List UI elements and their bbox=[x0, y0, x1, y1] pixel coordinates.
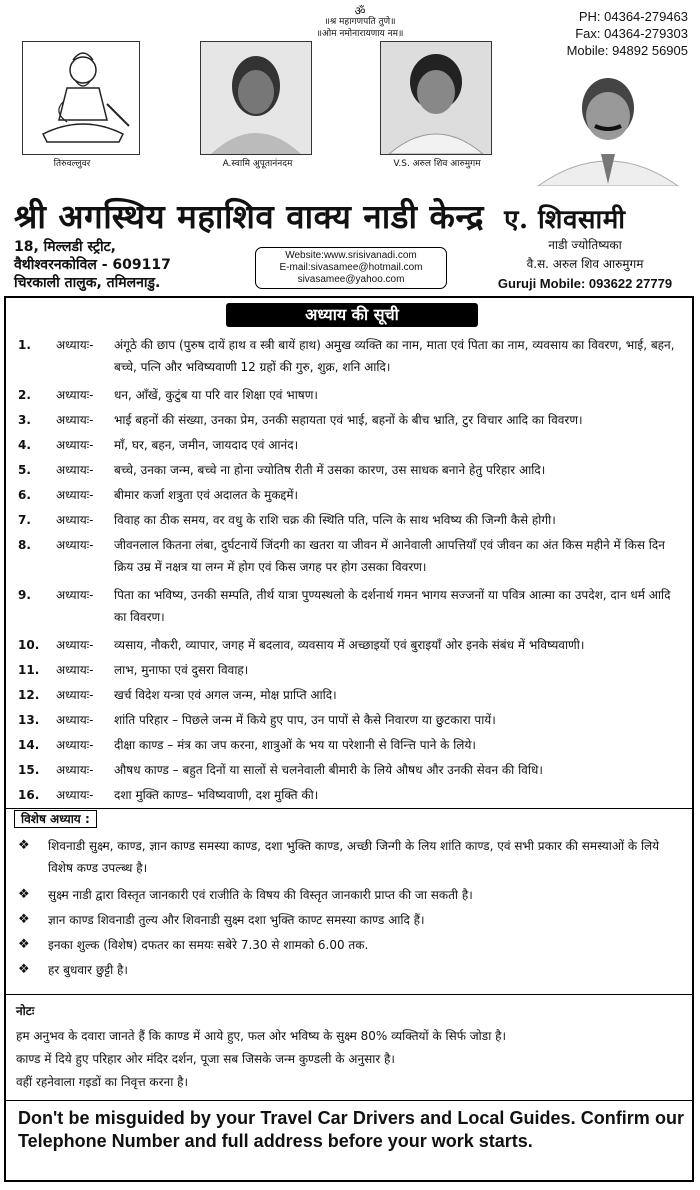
footer-warning: Don't be misguided by your Travel Car Drivers and Local Guides. Confirm our Telephone Number and full address before your work starts. bbox=[18, 1108, 684, 1151]
address-line-2: वैथीश्वरनकोविल - 609117 bbox=[14, 257, 171, 273]
centre-name: श्री अगस्थिय महाशिव वाक्य नाडी केन्द्र bbox=[14, 197, 485, 236]
special-item-text: इनका शुल्क (विशेष) दफतर का समयः सबेरे 7.30 से शामको 6.00 तक. bbox=[48, 938, 369, 952]
portrait-caption-2: A.स्वामि अुपूतानंनदम bbox=[222, 159, 293, 169]
invocation bbox=[260, 6, 460, 40]
page-title bbox=[14, 193, 626, 238]
chapter-number: 12. bbox=[18, 688, 40, 702]
portrait-caption-3: V.S. अरुल शिव आरुमुगम bbox=[393, 159, 481, 169]
chapter-label: अध्यायः- bbox=[56, 338, 94, 352]
chapter-item bbox=[18, 684, 682, 706]
chapter-number: 3. bbox=[18, 413, 31, 427]
chapter-text: अंगूठे की छाप (पुरुष दायें हाथ व स्त्री बायें हाथ) अमुख व्यक्ति का नाम, माता एवं पिता का नाम, व्यवसाय का विवरण, भाई, बहन, बच्चे, पत्नि और भविष्यवाणी 12 ग्रहों की गुरु, शुक्र, शनि आदि। bbox=[114, 338, 675, 374]
portrait-frame-3 bbox=[380, 41, 492, 155]
diamond-bullet-icon: ❖ bbox=[18, 887, 30, 902]
portrait-frame-1 bbox=[22, 41, 140, 155]
chapter-text: व्यसाय, नौकरी, व्यापार, जगह में बदलाव, व्यवसाय में अच्छाइयों एवं बुराइयाँ ओर इनके संबंध में भविष्यवाणी। bbox=[114, 638, 585, 652]
chapter-number: 11. bbox=[18, 663, 40, 677]
chapter-number: 5. bbox=[18, 463, 31, 477]
chapter-item bbox=[18, 409, 682, 431]
om-symbol: ॐ bbox=[354, 4, 366, 18]
chapter-number: 16. bbox=[18, 788, 40, 802]
note-label: नोटः bbox=[16, 1004, 35, 1018]
chapter-label: अध्यायः- bbox=[56, 688, 94, 702]
phone-number: PH: 04364-279463 bbox=[578, 9, 688, 24]
chapter-label: अध्यायः- bbox=[56, 538, 94, 552]
special-item-text: शिवनाडी सुक्ष्म, काण्ड, ज्ञान काण्ड समस्या काण्ड, दशा भुक्ति काण्ड, अच्छी जिन्गी के लिय शांति काण्ड, एवं सभी प्रकार की समस्याओं के लिये विशेष कण्ड उपल्ब्ध है। bbox=[48, 839, 660, 875]
chapter-text: भाई बहनों की संख्या, उनका प्रेम, उनकी सहायता एवं भाई, बहनों के बीच भ्राति, टुर विचार आदि का विवरण। bbox=[114, 413, 583, 427]
chapter-text: धन, आँखें, कुटुंब या परि वार शिक्षा एवं भाषण। bbox=[114, 388, 318, 402]
guruji-mobile: Guruji Mobile: 093622 27779 bbox=[497, 276, 673, 291]
astrologer-name: वै.स. अरुल शिव आरुमुगम bbox=[526, 257, 644, 271]
email-link-2[interactable]: sivasamee@yahoo.com bbox=[297, 274, 405, 285]
chapter-label: अध्यायः- bbox=[56, 788, 94, 802]
chapter-text: दीक्षा काण्ड – मंत्र का जप करना, शात्रुओं के भय या परेशानी से विन्त्ति पाने के लिये। bbox=[114, 738, 476, 752]
special-item-text: सुक्ष्म नाडी द्वारा विस्तृत जानकारी एवं राजीति के विषय की विस्तृत जानकारी प्राप्त की जा सकती है। bbox=[48, 888, 473, 902]
chapter-label: अध्यायः- bbox=[56, 713, 94, 727]
divider bbox=[6, 1100, 692, 1101]
chapter-label: अध्यायः- bbox=[56, 738, 94, 752]
chapter-item bbox=[18, 459, 682, 481]
chapter-label: अध्यायः- bbox=[56, 638, 94, 652]
chapter-number: 15. bbox=[18, 763, 40, 777]
chapter-label: अध्यायः- bbox=[56, 763, 94, 777]
chapter-number: 10. bbox=[18, 638, 40, 652]
special-item bbox=[18, 934, 682, 956]
special-item bbox=[18, 884, 682, 906]
note-line: हम अनुभव के दवारा जानते हैं कि काण्ड में आये हुए, फल ओर भविष्य के सुक्ष्म 80% व्यक्तियों के सिर्फ जोडा है। bbox=[16, 1029, 507, 1043]
sage-drawing-icon bbox=[23, 42, 139, 154]
chapter-text: खर्च विदेश यन्त्रा एवं अगल जन्म, मोक्ष प्राप्ति आदि। bbox=[114, 688, 337, 702]
chapter-text: बीमार कर्जा शत्रुता एवं अदालत के मुकद्दमें। bbox=[114, 488, 299, 502]
chapter-text: जीवनलाल कितना लंबा, दुर्घटनायें जिंदगी का खतरा या जीवन में आनेवाली आपत्तियाँ एवं जीवन का अंत किस महीने में किस दिन क्रिय उम्र में नक्षत्र या लग्न में होग एवं किस जगह पर होग उसका विवरण। bbox=[114, 538, 665, 574]
contact-block bbox=[567, 8, 688, 59]
chapter-item bbox=[18, 659, 682, 681]
note-line: काण्ड में दिये हुए परिहार ओर मंदिर दर्शन, पूजा सब जिसके जन्म कुण्डली के अनुसार है। bbox=[16, 1052, 395, 1066]
chapter-label: अध्यायः- bbox=[56, 488, 94, 502]
chapter-label: अध्यायः- bbox=[56, 663, 94, 677]
chapter-label: अध्यायः- bbox=[56, 388, 94, 402]
chapter-text: लाभ, मुनाफा एवं दुसरा विवाह। bbox=[114, 663, 249, 677]
portrait-frame-2 bbox=[200, 41, 312, 155]
chapter-item bbox=[18, 634, 682, 656]
chapter-item bbox=[18, 384, 682, 406]
portrait-caption-1: तिरुवल्लुवर bbox=[53, 159, 91, 169]
chapter-item bbox=[18, 334, 682, 378]
website-link[interactable]: Website:www.srisivanadi.com bbox=[285, 250, 417, 261]
astrologer-info bbox=[480, 236, 690, 293]
chapter-label: अध्यायः- bbox=[56, 438, 94, 452]
chapter-text: शांति परिहार – पिछले जन्म में किये हुए पाप, उन पापों से कैसे निवारण या छुटकारा पायें। bbox=[114, 713, 496, 727]
chapter-label: अध्यायः- bbox=[56, 463, 94, 477]
chapter-label: अध्यायः- bbox=[56, 588, 94, 602]
chapter-number: 13. bbox=[18, 713, 40, 727]
special-item-text: हर बुधवार छुट्टी है। bbox=[48, 963, 128, 977]
diamond-bullet-icon: ❖ bbox=[18, 962, 30, 977]
fax-number: Fax: 04364-279303 bbox=[575, 26, 688, 41]
chapter-item bbox=[18, 509, 682, 531]
special-item bbox=[18, 835, 682, 879]
note-line: वहीं रहनेवाला गइडों का निवृत्त करना है। bbox=[16, 1075, 189, 1089]
founder-portrait-icon bbox=[533, 66, 683, 186]
mobile-number: Mobile: 94892 56905 bbox=[566, 43, 688, 58]
chapter-item bbox=[18, 759, 682, 781]
email-link-1[interactable]: E-mail:sivasamee@hotmail.com bbox=[279, 262, 423, 273]
toc-title: अध्याय की सूची bbox=[226, 303, 478, 327]
chapter-label: अध्यायः- bbox=[56, 513, 94, 527]
invocation-line-2: ॥ओम नमोनारायणाय नम॥ bbox=[316, 29, 404, 39]
chapter-number: 14. bbox=[18, 738, 40, 752]
chapter-label: अध्यायः- bbox=[56, 413, 94, 427]
chapter-item bbox=[18, 734, 682, 756]
chapter-item bbox=[18, 434, 682, 456]
diamond-bullet-icon: ❖ bbox=[18, 838, 30, 853]
web-contact-box bbox=[255, 247, 447, 289]
portrait-photo-icon bbox=[381, 42, 491, 154]
chapter-text: माँ, घर, बहन, जमीन, जायदाद एवं आनंद। bbox=[114, 438, 299, 452]
chapter-text: विवाह का ठीक समय, वर वधु के राशि चक्र की स्थिति पति, पत्नि के साथ भविष्य की जिन्गी कैसे होगी। bbox=[114, 513, 556, 527]
chapter-item bbox=[18, 484, 682, 506]
chapter-text: औषध काण्ड – बहुत दिनों या सालों से चलनेवाली बीमारी के लिये औषध और उनकी सेवन की विधि। bbox=[114, 763, 543, 777]
address-block bbox=[14, 238, 171, 292]
special-item-text: ज्ञान काण्ड शिवनाडी तुल्य और शिवनाडी सुक्ष्म दशा भुक्ति काण्ट समस्या काण्ड आदि हैं। bbox=[48, 913, 425, 927]
chapter-number: 8. bbox=[18, 538, 31, 552]
chapter-text: पिता का भविष्य, उनकी सम्पति, तीर्थ यात्रा पुण्यस्थलो के दर्शनार्थ गमन भागय सज्जनों या पवित्र आत्मा का उपदेश, दान धर्म आदि का विवरण। bbox=[114, 588, 671, 624]
chapter-number: 2. bbox=[18, 388, 31, 402]
special-item bbox=[18, 959, 682, 981]
chapter-item bbox=[18, 584, 682, 628]
chapter-item bbox=[18, 709, 682, 731]
chapter-number: 4. bbox=[18, 438, 31, 452]
special-chapters-label: विशेष अध्याय : bbox=[14, 810, 97, 828]
chapter-item bbox=[18, 784, 682, 806]
founder-photo bbox=[533, 66, 683, 186]
chapter-number: 9. bbox=[18, 588, 31, 602]
person-name: ए. शिवसामी bbox=[504, 205, 626, 235]
address-line-1: 18, मिल्लडी स्ट्रीट, bbox=[14, 239, 116, 255]
chapter-text: बच्चे, उनका जन्म, बच्चे ना होना ज्योतिष रीती में उसका कारण, उस साधक बनाने हेतु परिहार आदि। bbox=[114, 463, 546, 477]
portrait-photo-icon bbox=[201, 42, 311, 154]
divider bbox=[6, 808, 692, 809]
special-item bbox=[18, 909, 682, 931]
astrologer-role: नाडी ज्योतिष्यका bbox=[548, 238, 622, 252]
chapter-number: 7. bbox=[18, 513, 31, 527]
chapter-number: 1. bbox=[18, 338, 31, 352]
address-line-3: चिरकाली तालुक, तमिलनाडु. bbox=[14, 275, 161, 291]
invocation-line-1: ॥श्र महागणपति तुणे॥ bbox=[324, 17, 396, 27]
chapter-item bbox=[18, 534, 682, 578]
divider bbox=[6, 994, 692, 995]
chapter-number: 6. bbox=[18, 488, 31, 502]
diamond-bullet-icon: ❖ bbox=[18, 937, 30, 952]
diamond-bullet-icon: ❖ bbox=[18, 912, 30, 927]
chapter-text: दशा मुक्ति काण्ड– भविष्यवाणी, दश मुक्ति की। bbox=[114, 788, 319, 802]
